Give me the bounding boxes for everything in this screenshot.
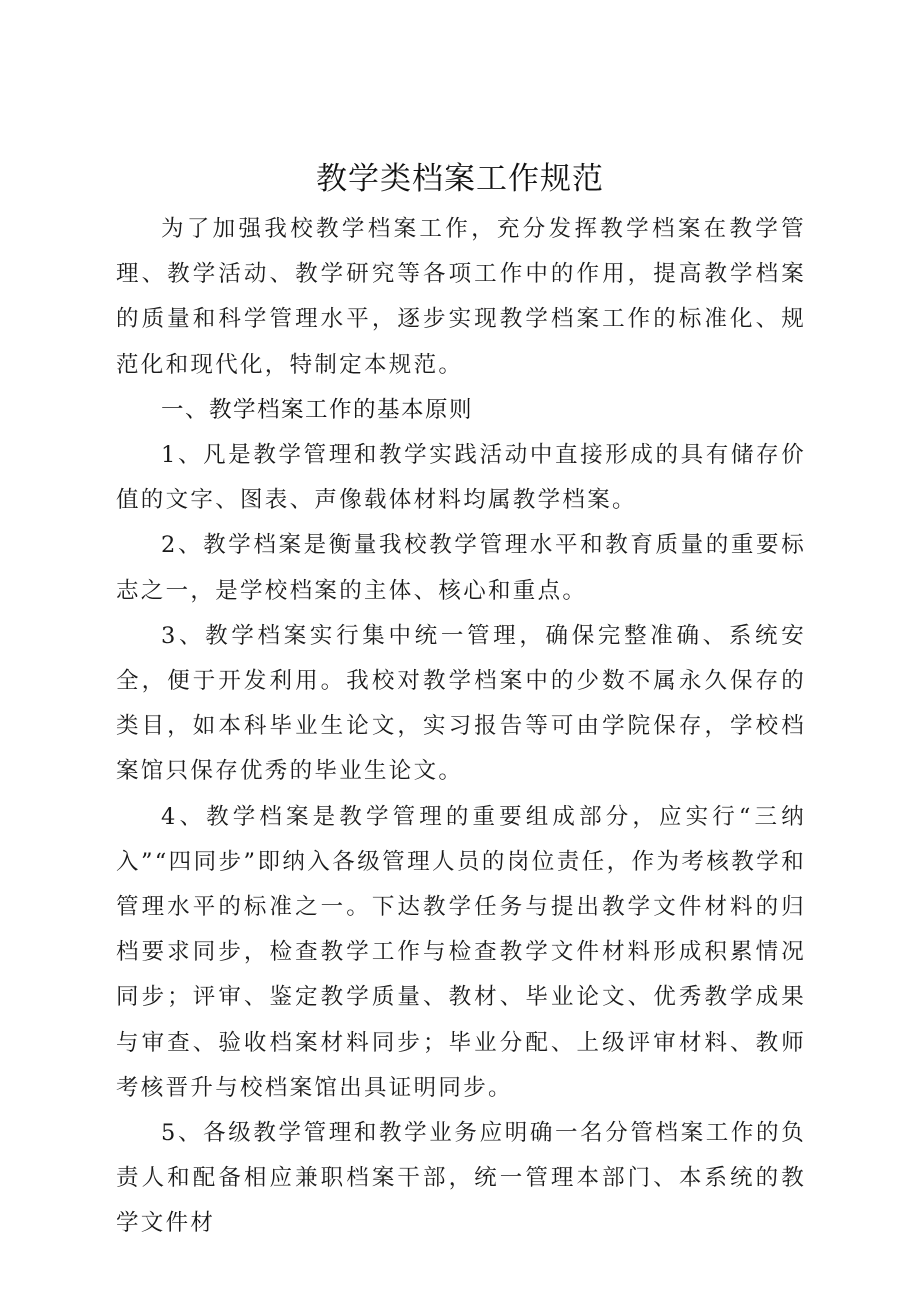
intro-paragraph: 为了加强我校教学档案工作，充分发挥教学档案在教学管理、教学活动、教学研究等各项工作中的作用，提高教学档案的质量和科学管理水平，逐步实现教学档案工作的标准化、规范化和现代化，特制定本规范。 bbox=[116, 216, 806, 378]
section-heading-basic-principles: 一、教学档案工作的基本原则 bbox=[161, 396, 474, 423]
principle-item-4: 4、教学档案是教学管理的重要组成部分，应实行“三纳入”“四同步”即纳入各级管理人员的岗位责任，作为考核教学和管理水平的标准之一。下达教学任务与提出教学文件材料的归档要求同步，检查教学工作与检查教学文件材料形成积累情况同步；评审、鉴定教学质量、教材、毕业论文、优秀教学成果与审查、验收档案材料同步；毕业分配、上级评审材料、教师考核晋升与校档案馆出具证明同步。 bbox=[116, 803, 806, 1101]
principle-item-2: 2、教学档案是衡量我校教学管理水平和教育质量的重要标志之一，是学校档案的主体、核心和重点。 bbox=[116, 532, 806, 604]
principle-item-3: 3、教学档案实行集中统一管理，确保完整准确、系统安全，便于开发利用。我校对教学档案中的少数不属永久保存的类目，如本科毕业生论文，实习报告等可由学院保存，学校档案馆只保存优秀的毕业生论文。 bbox=[116, 622, 806, 785]
principle-item-1: 1、凡是教学管理和教学实践活动中直接形成的具有储存价值的文字、图表、声像载体材料均属教学档案。 bbox=[116, 442, 806, 514]
document-body bbox=[116, 207, 806, 1247]
document-title: 教学类档案工作规范 bbox=[316, 161, 604, 197]
principle-item-5: 5、各级教学管理和教学业务应明确一名分管档案工作的负责人和配备相应兼职档案干部，统一管理本部门、本系统的教学文件材 bbox=[116, 1120, 806, 1237]
